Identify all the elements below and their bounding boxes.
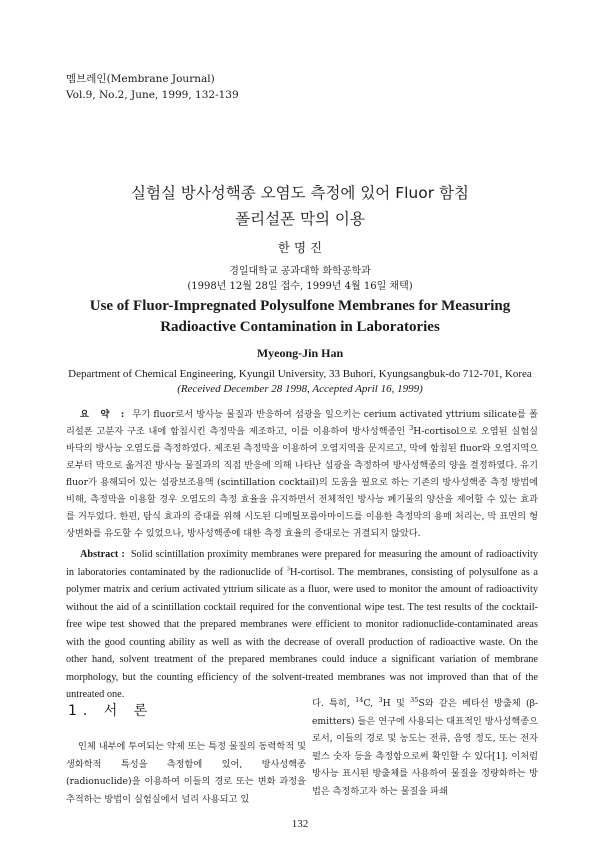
english-abstract: [66, 546, 538, 704]
right-superscript-35: 35: [410, 695, 419, 704]
journal-name: 멤브레인(Membrane Journal): [66, 73, 215, 85]
english-abstract-label: Abstract :: [80, 549, 125, 560]
english-abstract-text-1: Solid scintillation proximity membranes were prepared for measuring the amount of radioactivity in laboratories contaminated by the radionuclide of: [66, 549, 538, 578]
introduction-right-column: [312, 695, 538, 800]
english-author: Myeong-Jin Han: [256, 346, 344, 360]
korean-abstract-text-1: 무기 fluor로서 방사능 물질과 반응하여 섬광을 일으키는 cerium activated yttrium silicate를 폴리설폰 고분자 구조 내에 함침시킨 측정막을 제조하고, 이를 이용하여 방사성핵종인: [66, 409, 539, 437]
english-title-line1: Use of Fluor-Impregnated Polysulfone Membranes for Measuring: [89, 298, 511, 314]
section-heading-introduction: 1. 서 론: [68, 703, 154, 719]
right-superscript-14: 14: [355, 695, 364, 704]
korean-abstract-label: 요 약 :: [80, 409, 129, 420]
korean-abstract: [66, 406, 538, 542]
right-superscript-3: 3: [378, 695, 383, 704]
korean-abstract-text-2: H-cortisol으로 오염된 실험실 바닥의 방사능 오염도를 측정하였다. 제조된 측정막을 이용하여 오염지역을 문지르고, 막에 함침된 fluor와 오염지역으로부터 막으로 옮겨진 방사능 물질과의 직접 반응에 의해 나타난 섬광을 측정하여 방사성핵종의 양을 결정하였다. 유기 fluor가 용해되어 있는 섬광보조용액 (scintillation cocktail)의 도움을 필요로 하는 기존의 방사성핵종 측정 방법에 비해, 측정막을 이용할 경우 오염도의 측정 효율을 유지하면서 전체적인 방사능 폐기물의 양산을 제어할 수 있는 효과를 거두었다. 한편, 탐식 효과의 증대를 위해 시도된 디메틸포름아마이드를 이용한 측정막의 용매 처리는, 막 표면의 형상변화를 유도할 수 있었으나, 방사성핵종에 대한 측정 효율의 증대로는 귀결되지 않았다.: [66, 426, 538, 539]
english-received-dates: (Received December 28 1998, Accepted April 16, 1999): [177, 383, 423, 395]
journal-header: [66, 71, 239, 103]
korean-author: 한 명 진: [277, 240, 323, 255]
english-affiliation: Department of Chemical Engineering, Kyungil University, 33 Buhori, Kyungsangbuk-do 712-701, Korea: [68, 368, 532, 380]
page-number: 132: [291, 818, 309, 830]
right-text-b: C,: [363, 698, 379, 709]
right-text-d: S와 같은 베타선 방출체 (β-emitters) 들은 연구에 사용되는 대표적인 방사성핵종으로서, 이들의 경로 및 농도는 전류, 음영 정도, 또는 전자 펄스 숫자 등을 측정함으로써 확인할 수 있다[1]. 이처럼 방사능 표시된 방출체를 사용하여 물질을 정량화하는 방법은 측정하고자 하는 물질을 파쇄: [312, 698, 539, 797]
english-abstract-superscript: 3: [286, 565, 290, 573]
english-abstract-text-2: H-cortisol. The membranes, consisting of polysulfone as a polymer matrix and cerium activated yttrium silicate as a fluor, were used to monitor the amount of radioactivity without the aid of a scintillation cocktail required for the conventional wipe test. The test results of the cocktail-free wipe test showed that the prepared membranes were efficient to monitor radionuclide-contaminated areas with the good counting ability as well as with the decrease of overall production of radioactive waste. On the other hand, solvent treatment of the prepared membranes could induce a significant variation of membrane morphology, but the counting efficiency of the solvent-treated membranes was not improved than that of the untreated one.: [66, 566, 538, 700]
journal-citation: Vol.9, No.2, June, 1999, 132-139: [66, 89, 239, 101]
right-text-a: 다. 특히,: [312, 698, 356, 709]
korean-dates: (1998년 12월 28일 접수, 1999년 4월 16일 채택): [187, 281, 413, 292]
korean-affiliation: 경일대학교 공과대학 화학공학과: [229, 266, 371, 277]
english-title-line2: Radioactive Contamination in Laboratories: [160, 319, 440, 335]
korean-title-line2: 폴리설폰 막의 이용: [235, 210, 365, 228]
korean-title-line1: 실험실 방사성핵종 오염도 측정에 있어 Fluor 함침: [131, 184, 469, 202]
right-text-c: H 및: [382, 698, 411, 709]
korean-abstract-superscript: 3: [409, 423, 414, 432]
introduction-left-column: 인체 내부에 투여되는 약제 또는 특정 물질의 동력학적 및 생화학적 특성을 측정함에 있어, 방사성핵종 (radionuclide)을 이용하여 이들의 경로 또는 변화 과정을 추적하는 방법이 실험실에서 널리 사용되고 있: [66, 741, 306, 805]
